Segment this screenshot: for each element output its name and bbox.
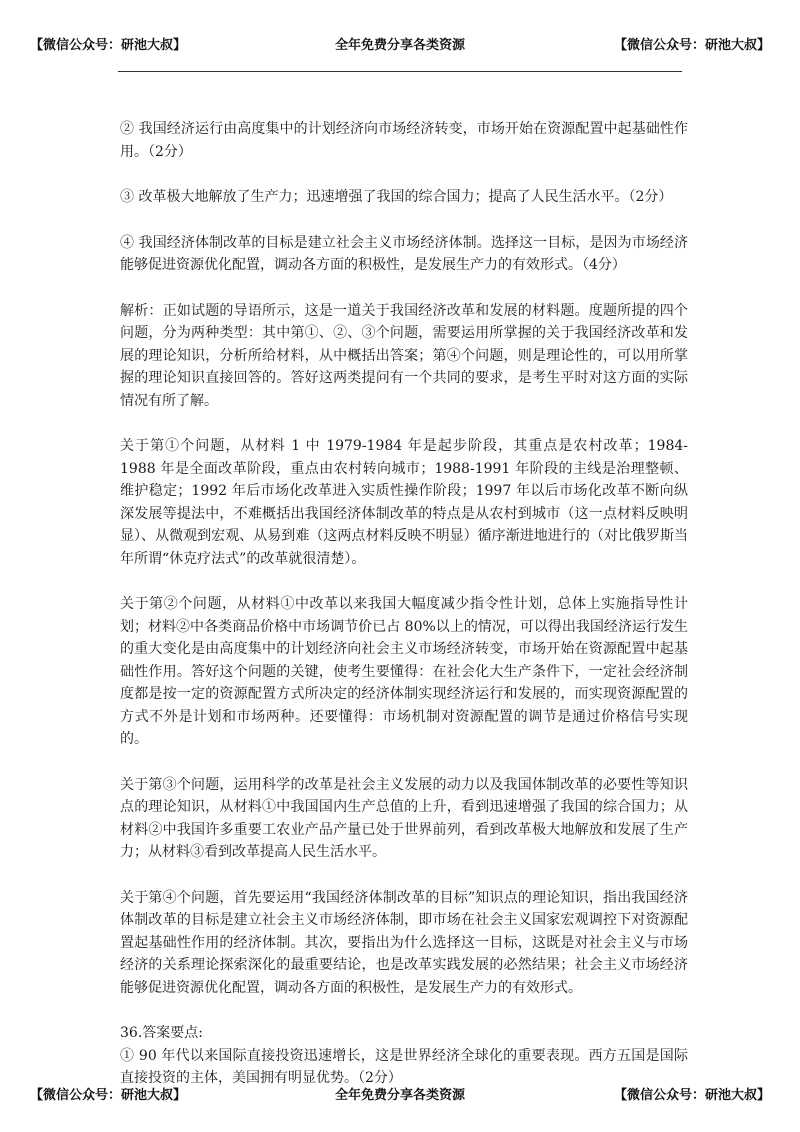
footer-left-text: 【微信公众号：研池大叔】 (30, 1088, 187, 1103)
footer-center-text: 全年免费分享各类资源 (334, 1088, 465, 1103)
q36-point-1: ① 90 年代以来国际直接投资迅速增长，这是世界经济全球化的重要表现。西方五国是国际直接投资的主体，美国拥有明显优势。（2分） (120, 1047, 688, 1086)
analysis-question-1: 关于第①个问题，从材料 1 中 1979-1984 年是起步阶段，其重点是农村改革；1984-1988 年是全面改革阶段，重点由农村转向城市；1988-1991 年阶段的主线是治理整顿、维护稳定；1992 年后市场化改革进入实质性操作阶段；1997 年以后市场化改革不断向纵深发展等提法中，不难概括出我国经济体制改革的特点是从农村到城市（这一点材料反映明显）、从微观到宏观、从易到难（这两点材料反映不明显）循序渐进地进行的（对比俄罗斯当年所谓“休克疗法式”的改革就很清楚）。 (120, 438, 688, 567)
answer-point-4: ④ 我国经济体制改革的目标是建立社会主义市场经济体制。选择这一目标，是因为市场经济能够促进资源优化配置，调动各方面的积极性，是发展生产力的有效形式。（4分） (120, 234, 688, 273)
page-footer (0, 1084, 800, 1104)
answer-point-3: ③ 改革极大地解放了生产力；迅速增强了我国的综合国力；提高了人民生活水平。（2分） (120, 189, 673, 205)
analysis-question-4: 关于第④个问题，首先要运用“我国经济体制改革的目标”知识点的理论知识，指出我国经济体制改革的目标是建立社会主义市场经济体制，即市场在社会主义国家宏观调控下对资源配置起基础性作用的经济体制。其次，要指出为什么选择这一目标，这既是对社会主义与市场经济的关系理论探索深化的最重要结论，也是改革实践发展的必然结果；社会主义市场经济能够促进资源优化配置，调动各方面的积极性，是发展生产力的有效形式。 (120, 889, 688, 996)
document-body (120, 118, 688, 1113)
q36-title: 36.答案要点: (120, 1025, 203, 1041)
answer-point-2: ② 我国经济运行由高度集中的计划经济向市场经济转变，市场开始在资源配置中起基础性作用。（2分） (120, 121, 688, 160)
footer-right-text: 【微信公众号：研池大叔】 (613, 1088, 770, 1103)
analysis-question-2: 关于第②个问题，从材料①中改革以来我国大幅度减少指令性计划，总体上实施指导性计划；材料②中各类商品价格中市场调节价已占 80%以上的情况，可以得出我国经济运行发生的重大变化是由高度集中的计划经济向社会主义市场经济转变，市场开始在资源配置中起基础性作用。答好这个问题的关键，使考生要懂得：在社会化大生产条件下，一定社会经济制度都是按一定的资源配置方式所决定的经济体制实现经济运行和发展的，而实现资源配置的方式不外是计划和市场两种。还要懂得：市场机制对资源配置的调节是通过价格信号实现的。 (120, 596, 688, 747)
analysis-question-3: 关于第③个问题，运用科学的改革是社会主义发展的动力以及我国体制改革的必要性等知识点的理论知识，从材料①中我国国内生产总值的上升，看到迅速增强了我国的综合国力；从材料②中我国许多重要工农业产品产量已处于世界前列，看到改革极大地解放和发展了生产力；从材料③看到改革提高人民生活水平。 (120, 776, 688, 860)
header-divider (118, 71, 682, 72)
header-right-text: 【微信公众号：研池大叔】 (613, 38, 770, 53)
header-center-text: 全年免费分享各类资源 (334, 38, 465, 53)
analysis-intro: 解析：正如试题的导语所示，这是一道关于我国经济改革和发展的材料题。度题所提的四个问题，分为两种类型：其中第①、②、③个问题，需要运用所掌握的关于我国经济改革和发展的理论知识，分析所给材料，从中概括出答案；第④个问题，则是理论性的，可以用所掌握的理论知识直接回答的。答好这两类提问有一个共同的要求，是考生平时对这方面的实际情况有所了解。 (120, 302, 688, 409)
page-header (0, 34, 800, 54)
header-left-text: 【微信公众号：研池大叔】 (30, 38, 187, 53)
